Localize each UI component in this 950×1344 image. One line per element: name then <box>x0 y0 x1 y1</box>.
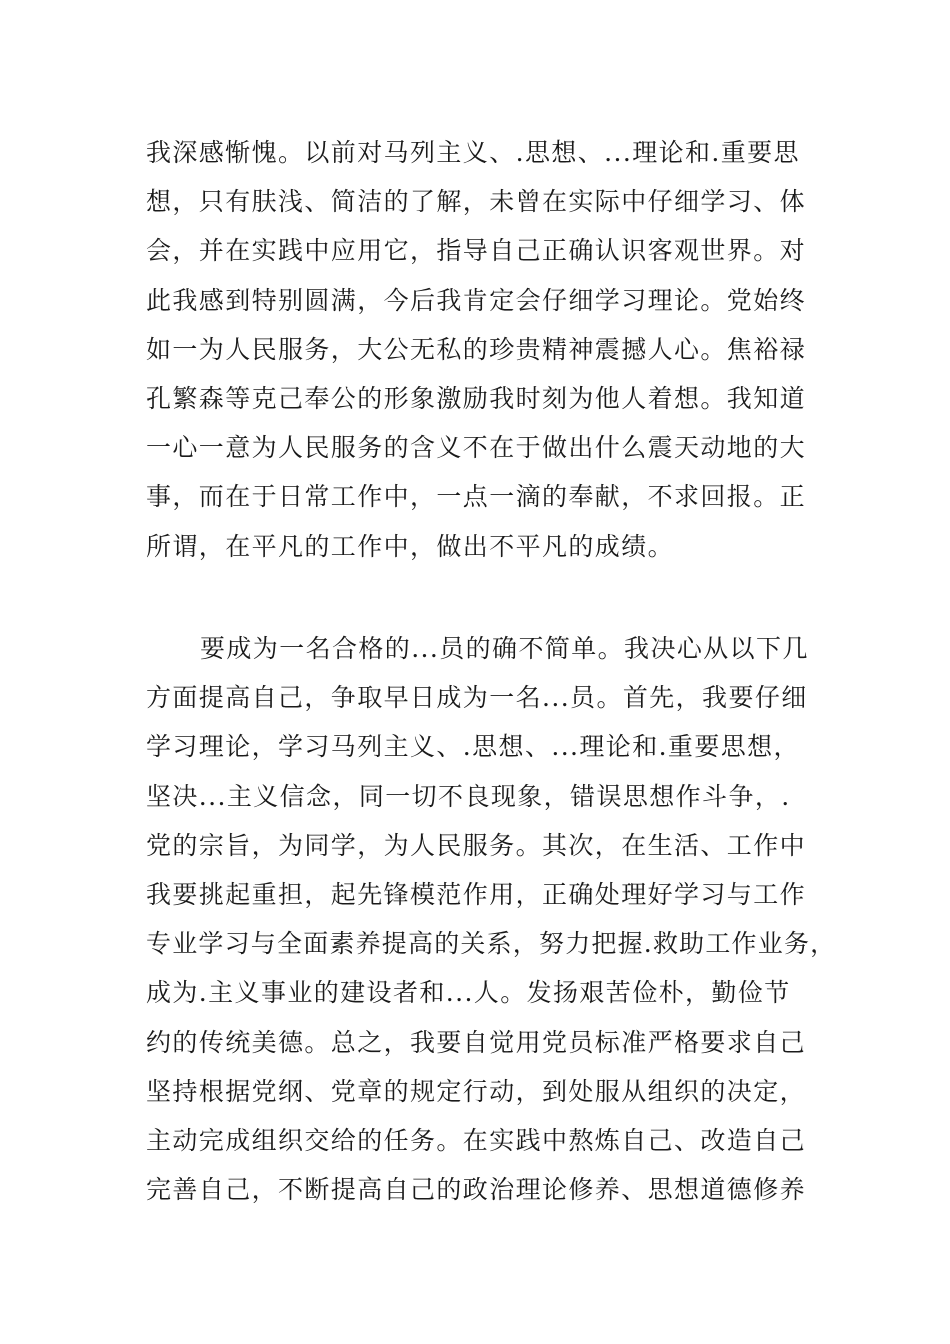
text-line: 方面提高自己，争取早日成为一名...员。首先，我要仔细 <box>146 683 808 713</box>
text-line: 事，而在于日常工作中，一点一滴的奉献，不求回报。正 <box>146 482 807 512</box>
text-line: 专业学习与全面素养提高的关系，努力把握.救助工作业务， <box>146 929 837 959</box>
text-line: 坚持根据党纲、党章的规定行动，到处服从组织的决定， <box>146 1076 807 1106</box>
paragraph-2 <box>146 624 836 1214</box>
text-line: 孔繁森等克己奉公的形象激励我时刻为他人着想。我知道 <box>146 383 807 413</box>
text-line: 完善自己，不断提高自己的政治理论修养、思想道德修养 <box>146 1175 807 1205</box>
text-line: 我深感惭愧。以前对马列主义、.思想、...理论和.重要思 <box>146 138 800 167</box>
text-line: 主动完成组织交给的任务。在实践中熬炼自己、改造自己 <box>146 1125 807 1155</box>
text-line: 约的传统美德。总之，我要自觉用党员标准严格要求自己 <box>146 1027 807 1057</box>
text-line: 党的宗旨，为同学，为人民服务。其次，在生活、工作中 <box>146 830 807 860</box>
text-line-first-indented: 要成为一名合格的...员的确不简单。我决心从以下几 <box>200 634 809 663</box>
text-line: 会，并在实践中应用它，指导自己正确认识客观世界。对 <box>146 236 807 266</box>
text-line: 学习理论，学习马列主义、.思想、...理论和.重要思想， <box>146 732 800 762</box>
paragraph-1 <box>146 128 836 571</box>
text-line: 想，只有肤浅、简洁的了解，未曾在实际中仔细学习、体 <box>146 187 807 217</box>
text-line: 一心一意为人民服务的含义不在于做出什么震天动地的大 <box>146 433 807 463</box>
text-line: 此我感到特别圆满，今后我肯定会仔细学习理论。党始终 <box>146 285 807 315</box>
text-line: 我要挑起重担，起先锋模范作用，正确处理好学习与工作 <box>146 879 807 909</box>
text-line: 所谓，在平凡的工作中，做出不平凡的成绩。 <box>146 531 675 561</box>
text-line: 成为.主义事业的建设者和...人。发扬艰苦俭朴，勤俭节 <box>146 978 791 1008</box>
text-line: 坚决...主义信念，同一切不良现象，错误思想作斗争，. <box>146 781 791 811</box>
text-line: 如一为人民服务，大公无私的珍贵精神震撼人心。焦裕禄 <box>146 334 807 364</box>
